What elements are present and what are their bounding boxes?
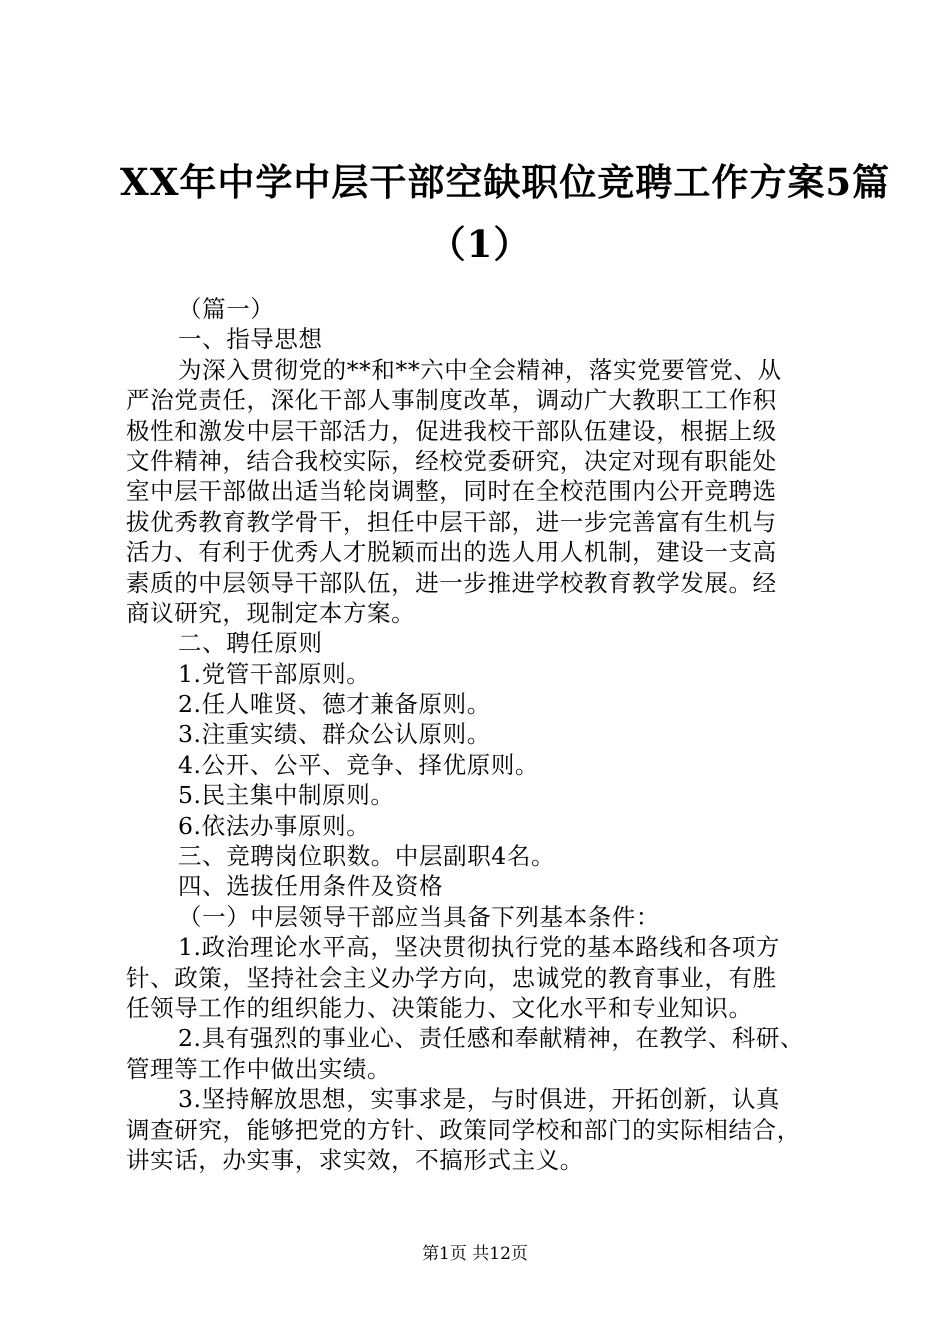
body-line: 管理等工作中做出实绩。 [126, 1054, 392, 1083]
body-line: 1.政治理论水平高，坚决贯彻执行党的基本路线和各项方 [178, 933, 781, 962]
page-footer: 第1页 共12页 [422, 1244, 528, 1264]
body-line: 3.坚持解放思想，实事求是，与时俱进，开拓创新，认真 [178, 1085, 781, 1114]
body-line: 4.公开、公平、竞争、择优原则。 [178, 750, 540, 779]
body-line: 1.党管干部原则。 [178, 659, 371, 688]
body-line: 2.具有强烈的事业心、责任感和奉献精神，在教学、科研、 [178, 1024, 805, 1053]
body-line: 针、政策，坚持社会主义办学方向，忠诚党的教育事业，有胜 [126, 963, 777, 992]
body-line: （一）中层领导干部应当具备下列基本条件： [178, 902, 660, 931]
body-line: 为深入贯彻党的**和**六中全会精神，落实党要管党、从 [178, 355, 782, 384]
body-line: 2.任人唯贤、德才兼备原则。 [178, 690, 491, 719]
body-line: 室中层干部做出适当轮岗调整，同时在全校范围内公开竞聘选 [126, 477, 777, 506]
body-line: 调查研究，能够把党的方针、政策同学校和部门的实际相结合， [126, 1115, 801, 1144]
body-line: 活力、有利于优秀人才脱颖而出的选人用人机制，建设一支高 [126, 538, 777, 567]
body-line: 二、聘任原则 [178, 629, 323, 658]
body-line: 素质的中层领导干部队伍，进一步推进学校教育教学发展。经 [126, 568, 777, 597]
body-line: 严治党责任，深化干部人事制度改革，调动广大教职工工作积 [126, 386, 777, 415]
body-line: 一、指导思想 [178, 325, 323, 354]
body-line: 讲实话，办实事，求实效，不搞形式主义。 [126, 1145, 584, 1174]
body-line: 极性和激发中层干部活力，促进我校干部队伍建设，根据上级 [126, 416, 777, 445]
document-body [126, 294, 834, 1175]
document-title: XX年中学中层干部空缺职位竞聘工作方案5篇 [120, 160, 891, 204]
body-line: 3.注重实绩、群众公认原则。 [178, 720, 491, 749]
body-line: 四、选拔任用条件及资格 [178, 872, 444, 901]
body-line: 任领导工作的组织能力、决策能力、文化水平和专业知识。 [126, 993, 753, 1022]
body-line: 商议研究，现制定本方案。 [126, 598, 416, 627]
body-line: 拔优秀教育教学骨干，担任中层干部，进一步完善富有生机与 [126, 507, 777, 536]
body-line: 三、竞聘岗位职数。中层副职4名。 [178, 842, 556, 871]
document-title-subtitle: （1） [428, 222, 532, 266]
body-line: 6.依法办事原则。 [178, 811, 371, 840]
body-line: 文件精神，结合我校实际，经校党委研究，决定对现有职能处 [126, 446, 777, 475]
body-line: （篇一） [178, 295, 275, 323]
body-line: 5.民主集中制原则。 [178, 781, 395, 810]
